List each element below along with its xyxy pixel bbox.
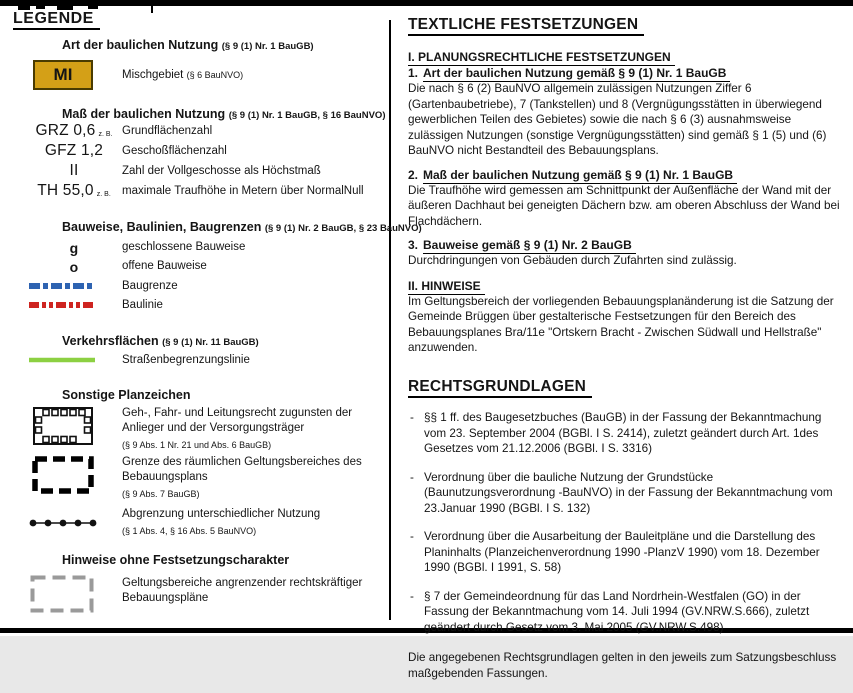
list-item: - §§ 1 ff. des Baugesetzbuches (BauGB) in der Fassung der Bekanntmachung vom 23. September 2004 (BGBl. I S. 2414), zuletzt geändert durch Art. 1des Gesetzes vom 21.12.2006 (BGBl. I S. 3316) — [408, 410, 845, 457]
rechtsgrundlagen-section — [408, 378, 845, 693]
section-bauweise: Bauweise, Baulinien, Baugrenzen (§ 9 (1) Nr. 2 BauGB, § 23 BauNVO) — [62, 220, 422, 234]
item1-heading: 1. Art der baulichen Nutzung gemäß § 9 (1) Nr. 1 BauGB — [408, 66, 845, 80]
item3-heading: 3. Bauweise gemäß § 9 (1) Nr. 2 BauGB — [408, 238, 845, 252]
part2-body: Im Geltungsbereich der vorliegenden Bebauungsplanänderung ist die Satzung der Gemeinde Brüggen über gestalterische Festsetzungen für den Bereich des Bebauungsplanes Bra/11e "Ortskern Bracht - Zwischen Südwall und Hellstraße" anzuwenden. — [408, 294, 834, 354]
legend-label: Straßenbegrenzungslinie — [122, 353, 250, 366]
legend-row-geltungsbereich-grenze — [26, 455, 372, 502]
legend-label: Grundflächenzahl — [122, 124, 213, 137]
legend-label: Baugrenze — [122, 279, 178, 292]
top-border-bar — [0, 0, 853, 6]
legend-label: offene Bauweise — [122, 260, 207, 272]
item3-body: Durchdringungen von Gebäuden durch Zufahrten sind zulässig. — [408, 254, 737, 267]
legend-label: geschlossene Bauweise — [122, 241, 246, 253]
abgrenzung-nutzung-icon — [29, 518, 97, 528]
legend-row-geschlossene-bauweise: g geschlossene Bauweise — [69, 239, 246, 256]
rechtsgrundlagen-footer: Die angegebenen Rechtsgrundlagen gelten in den jeweils zum Satzungsbeschluss maßgebenden Fassungen. — [408, 651, 837, 680]
legend-row-traufhoehe: TH 55,0 z. B. maximale Traufhöhe in Metern über NormalNull — [37, 182, 364, 199]
legend-label: Zahl der Vollgeschosse als Höchstmaß — [122, 164, 321, 177]
legend-row-gehfahrrecht — [26, 406, 372, 453]
legend-label: Grenze des räumlichen Geltungsbereiches des Bebauungsplans (§ 9 Abs. 7 BauGB) — [122, 456, 362, 499]
legend-row-grz: GRZ 0,6 z. B. Grundflächenzahl — [35, 122, 213, 139]
section-sonstige-planzeichen: Sonstige Planzeichen — [62, 388, 191, 402]
section-art-der-nutzung: Art der baulichen Nutzung (§ 9 (1) Nr. 1 BauGB) — [62, 38, 314, 52]
part1-heading: I. PLANUNGSRECHTLICHE FESTSETZUNGEN — [408, 50, 845, 64]
legend-label: Geh-, Fahr- und Leitungsrecht zugunsten der Anlieger und der Versorgungsträger (§ 9 Abs. 1 Nr. 21 und Abs. 6 BauGB) — [122, 407, 353, 450]
legend-row-mischgebiet — [26, 58, 243, 92]
legend-row-angrenzende-bebauungsplaene — [26, 574, 372, 614]
legend-row-strassenbegrenzung — [26, 351, 250, 369]
legend-row-offene-bauweise: o offene Bauweise — [69, 258, 207, 275]
list-item: - Verordnung über die Ausarbeitung der Bauleitpläne und die Darstellung des Planinhalts (Planzeichenverordnung 1990 -PlanzV 1990) vom 18. Dezember 1990 (BGBl. I 1991, S. 58) — [408, 529, 845, 576]
legend-title: LEGENDE — [13, 10, 100, 28]
textliche-festsetzungen-section — [408, 16, 845, 356]
angrenzende-geltungsbereiche-icon — [30, 574, 94, 614]
cutoff-fragment — [36, 5, 45, 9]
geltungsbereich-grenze-icon — [32, 455, 94, 495]
legend-label: Mischgebiet (§ 6 BauNVO) — [122, 68, 244, 81]
item2-heading: 2. Maß der baulichen Nutzung gemäß § 9 (1) Nr. 1 BauGB — [408, 168, 845, 182]
section-mass-der-nutzung: Maß der baulichen Nutzung (§ 9 (1) Nr. 1 BauGB, § 16 BauNVO) — [62, 107, 386, 121]
baulinie-line-icon — [29, 301, 95, 309]
legend-label: Baulinie — [122, 298, 163, 311]
legend-row-baulinie — [26, 296, 163, 314]
legend-label: Geschoßflächenzahl — [122, 144, 227, 157]
textliche-festsetzungen-title: TEXTLICHE FESTSETZUNGEN — [408, 16, 845, 34]
cutoff-fragment — [151, 5, 153, 13]
column-divider-line — [389, 20, 391, 620]
legend-row-vollgeschosse: II Zahl der Vollgeschosse als Höchstmaß — [69, 162, 321, 179]
geh-fahr-leitungsrecht-icon — [33, 406, 93, 446]
legend-label: Geltungsbereiche angrenzender rechtskräftiger Bebauungspläne — [122, 577, 363, 604]
item1-body: Die nach § 6 (2) BauNVO allgemein zulässigen Nutzungen Ziffer 6 (Gartenbaubetriebe), 7 (Tankstellen) und 8 (Vergnügungsstätten in überwiegend gewerblichen Teilen des Gebietes) sowie die nach § 6 (3) ausnahmsweise zulässigen Nutzungen (sonstige Vergnügungsstätten) sind gemäß § 1 (5) und (6) BauNVO nicht Bestandteil des Bebauungsplans. — [408, 82, 827, 157]
list-item: - Verordnung über die bauliche Nutzung der Grundstücke (Baunutzungsverordnung -BauNVO) in der Fassung der Bekanntmachung vom 23.Januar 1990 (BGBl. I S. 132) — [408, 470, 845, 517]
legend-row-abgrenzung-nutzung — [26, 506, 320, 540]
part2-heading: II. HINWEISE — [408, 279, 845, 293]
item2-body: Die Traufhöhe wird gemessen am Schnittpunkt der Außenfläche der Wand mit der äußeren Dachhaut bei geneigten Dächern bzw. am oberen Abschluss der Wand bei Flachdächern. — [408, 183, 840, 228]
rechtsgrundlagen-title: RECHTSGRUNDLAGEN — [408, 378, 845, 396]
legend-row-gfz: GFZ 1,2 Geschoßflächenzahl — [44, 142, 227, 159]
section-verkehrsflaechen: Verkehrsflächen (§ 9 (1) Nr. 11 BauGB) — [62, 334, 259, 348]
legend-label: Abgrenzung unterschiedlicher Nutzung (§ 1 Abs. 4, § 16 Abs. 5 BauNVO) — [122, 508, 321, 536]
strassenbegrenzungslinie-icon — [29, 356, 95, 364]
legend-label: maximale Traufhöhe in Metern über NormalNull — [122, 184, 364, 197]
baugrenze-line-icon — [29, 282, 95, 290]
mischgebiet-swatch-icon: MI — [33, 60, 93, 90]
cutoff-fragment — [88, 5, 98, 9]
list-item: - § 7 der Gemeindeordnung für das Land Nordrhein-Westfalen (GO) in der Fassung der Bekanntmachung vom 14. Juli 1994 (GV.NRW.S.666), zuletzt geändert durch Gesetz vom 3. Mai 2005 (GV.NRW.S.498) — [408, 589, 845, 636]
legend-row-baugrenze — [26, 277, 178, 295]
rechtsgrundlagen-list — [408, 410, 845, 635]
section-hinweise-ohne-festsetzung: Hinweise ohne Festsetzungscharakter — [62, 553, 290, 567]
